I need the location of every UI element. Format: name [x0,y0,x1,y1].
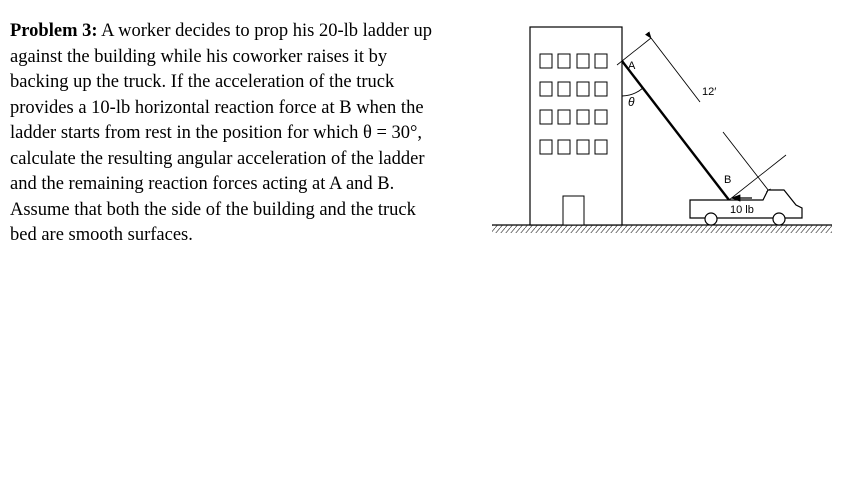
label-theta: θ [628,95,635,109]
length-dimension [617,38,786,204]
problem-line-2: against the building while his coworker raises it by [10,46,388,67]
label-b: B [724,174,732,186]
problem-statement [10,19,480,249]
label-a: A [628,60,636,72]
building-door [563,196,584,225]
problem-text-1: A worker decides to prop his 20-lb ladder up [97,21,432,41]
truck-rear-wheel [705,213,717,225]
problem-line-8: Assume that both the side of the building and the truck [10,199,416,220]
problem-line-4: provides a 10-lb horizontal reaction force at B when the [10,97,424,118]
truck-front-wheel [773,213,785,225]
ground [492,225,832,233]
problem-line-3: backing up the truck. If the acceleration of the truck [10,72,395,92]
problem-heading: Problem 3: [10,21,98,41]
problem-line-6: calculate the resulting angular acceleration of the ladder [10,148,425,169]
building [530,27,622,225]
label-force: 10 lb [730,204,754,216]
problem-line-7: and the remaining reaction forces acting at A and B. [10,174,395,194]
problem-line-5: ladder starts from rest in the position for which θ = 30°, [10,123,423,143]
ladder [622,59,732,200]
ladder-figure [478,10,868,250]
label-length: 12′ [702,86,717,98]
problem-line-1 [10,19,480,45]
problem-line-9: bed are smooth surfaces. [10,225,193,245]
